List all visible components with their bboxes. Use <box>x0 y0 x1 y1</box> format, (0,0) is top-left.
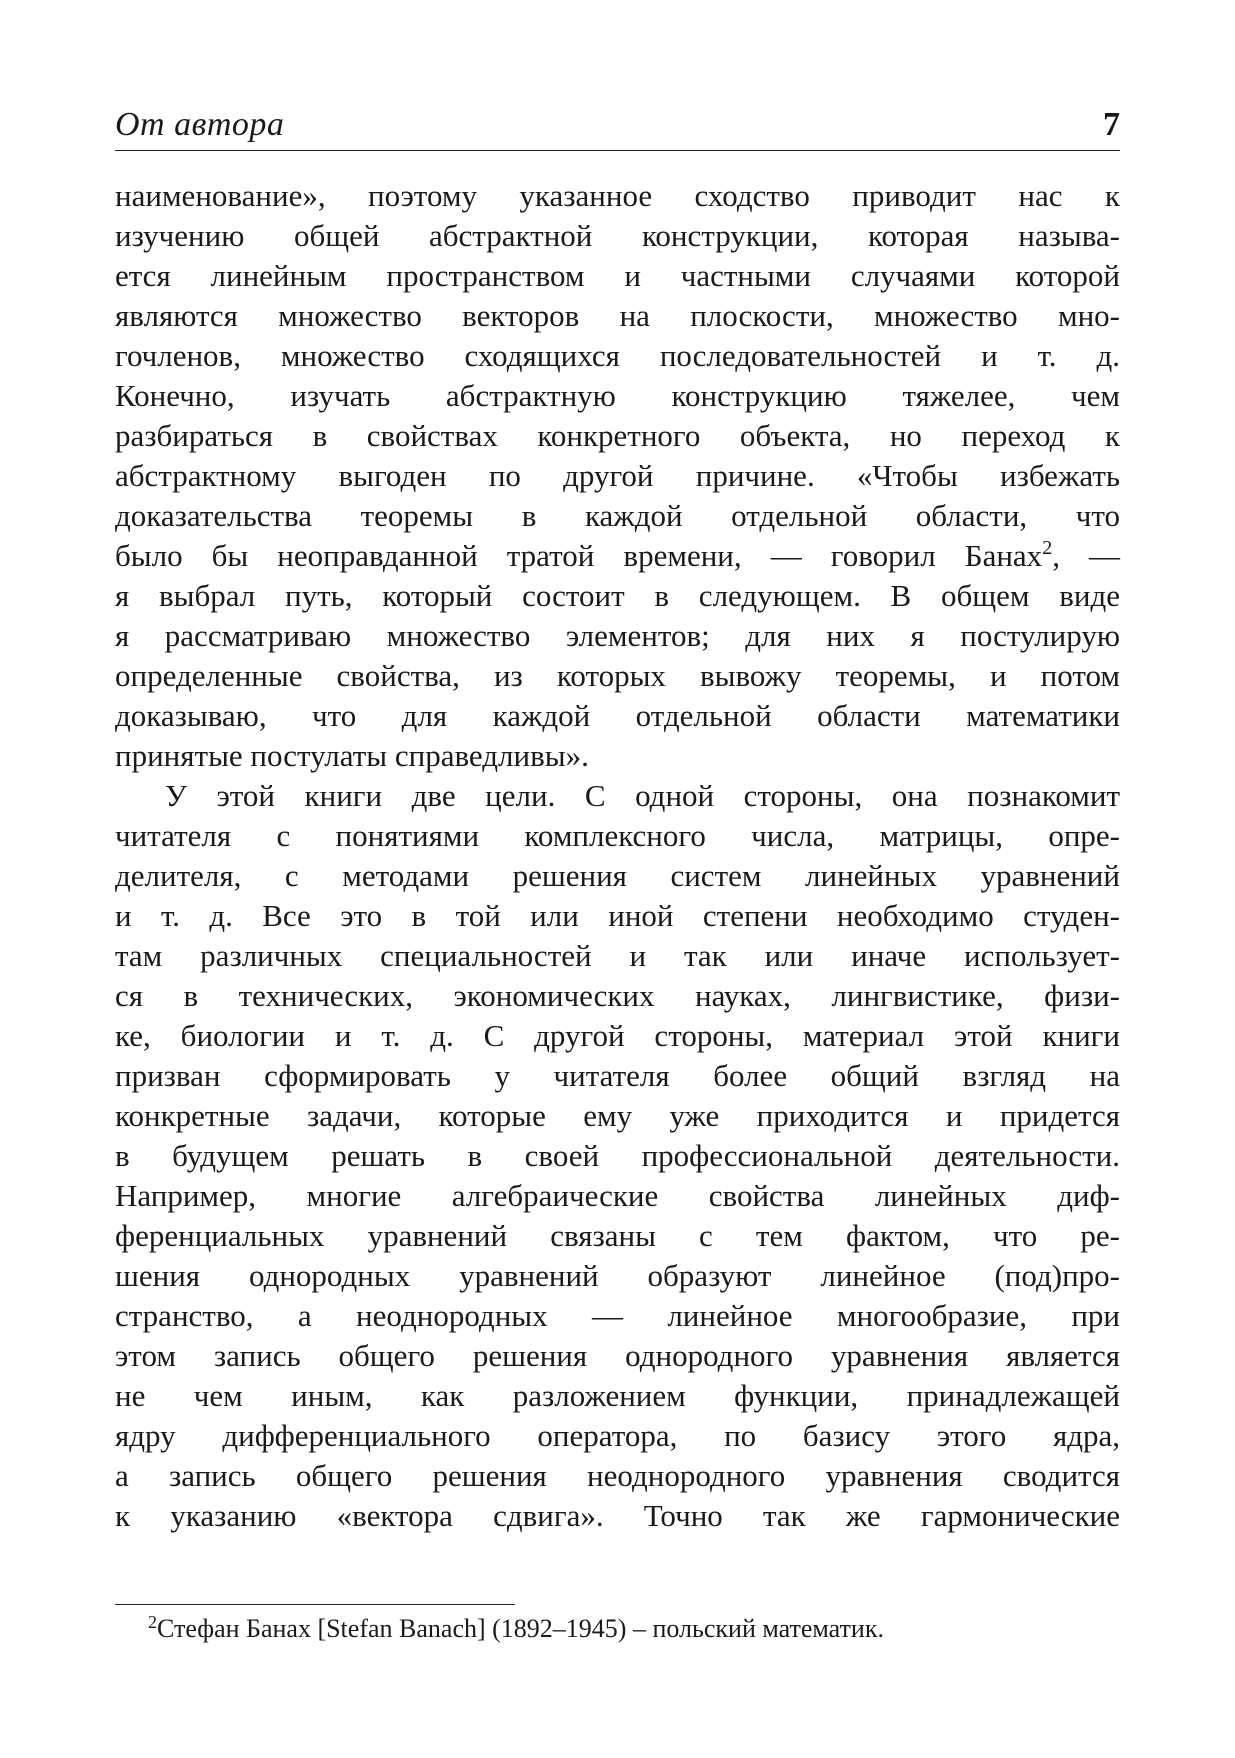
page-number: 7 <box>1103 106 1120 143</box>
text-line: ядру дифференциального оператора, по базису этого ядра, <box>115 1418 1120 1453</box>
running-title: От автора <box>115 106 285 143</box>
text-line: конкретные задачи, которые ему уже приходится и придется <box>115 1098 1120 1133</box>
text-line: там различных специальностей и так или иначе использует- <box>115 938 1120 973</box>
text-line: к указанию «вектора сдвига». Точно так же гармонические <box>115 1498 1120 1533</box>
text-line: я рассматриваю множество элементов; для них я постулирую <box>115 618 1120 653</box>
text-line: ется линейным пространством и частными случаями которой <box>115 258 1120 293</box>
text-line: в будущем решать в своей профессиональной деятельности. <box>115 1138 1120 1173</box>
footnote <box>148 1612 884 1646</box>
text-line-with-footnote-ref <box>115 536 1120 576</box>
text-line-main: было бы неоправданной тратой времени, — говорил Банах <box>115 538 1043 573</box>
body-text <box>115 176 1120 1536</box>
running-head <box>115 100 1120 151</box>
text-line: ке, биологии и т. д. С другой стороны, материал этой книги <box>115 1018 1120 1053</box>
text-line: Например, многие алгебраические свойства линейных диф- <box>115 1178 1120 1213</box>
text-line: не чем иным, как разложением функции, принадлежащей <box>115 1378 1120 1413</box>
text-line: являются множество векторов на плоскости, множество мно- <box>115 298 1120 333</box>
text-line: изучению общей абстрактной конструкции, которая называ- <box>115 218 1120 253</box>
text-line: принятые постулаты справедливы». <box>115 738 589 773</box>
text-line: этом запись общего решения однородного уравнения является <box>115 1338 1120 1373</box>
text-line: шения однородных уравнений образуют линейное (под)про- <box>115 1258 1120 1293</box>
footnote-divider <box>115 1604 515 1605</box>
text-line-tail: , — <box>1052 538 1121 573</box>
text-line: ференциальных уравнений связаны с тем фактом, что ре- <box>115 1218 1120 1253</box>
text-line: странство, а неоднородных — линейное многообразие, при <box>115 1298 1120 1333</box>
text-line: У этой книги две цели. С одной стороны, она познакомит <box>165 778 1120 813</box>
footnote-text: Стефан Банах [Stefan Banach] (1892–1945) – польский математик. <box>157 1614 884 1643</box>
footnote-marker: 2 <box>148 1612 157 1632</box>
text-line: призван сформировать у читателя более общий взгляд на <box>115 1058 1120 1093</box>
text-line: доказываю, что для каждой отдельной области математики <box>115 698 1120 733</box>
text-line: определенные свойства, из которых вывожу теоремы, и потом <box>115 658 1120 693</box>
text-line: ся в технических, экономических науках, лингвистике, физи- <box>115 978 1120 1013</box>
text-line: наименование», поэтому указанное сходство приводит нас к <box>115 178 1120 213</box>
footnote-ref[interactable]: 2 <box>1042 537 1053 559</box>
text-line: разбираться в свойствах конкретного объекта, но переход к <box>115 418 1120 453</box>
text-line: а запись общего решения неоднородного уравнения сводится <box>115 1458 1120 1493</box>
text-line: читателя с понятиями комплексного числа, матрицы, опре- <box>115 818 1120 853</box>
text-line: Конечно, изучать абстрактную конструкцию тяжелее, чем <box>115 378 1120 413</box>
text-line: я выбрал путь, который состоит в следующем. В общем виде <box>115 578 1120 613</box>
text-line: и т. д. Все это в той или иной степени необходимо студен- <box>115 898 1120 933</box>
text-line: делителя, с методами решения систем линейных уравнений <box>115 858 1120 893</box>
text-line: доказательства теоремы в каждой отдельной области, что <box>115 498 1120 533</box>
text-line: абстрактному выгоден по другой причине. «Чтобы избежать <box>115 458 1120 493</box>
page <box>115 100 1120 1536</box>
text-line: гочленов, множество сходящихся последовательностей и т. д. <box>115 338 1120 373</box>
